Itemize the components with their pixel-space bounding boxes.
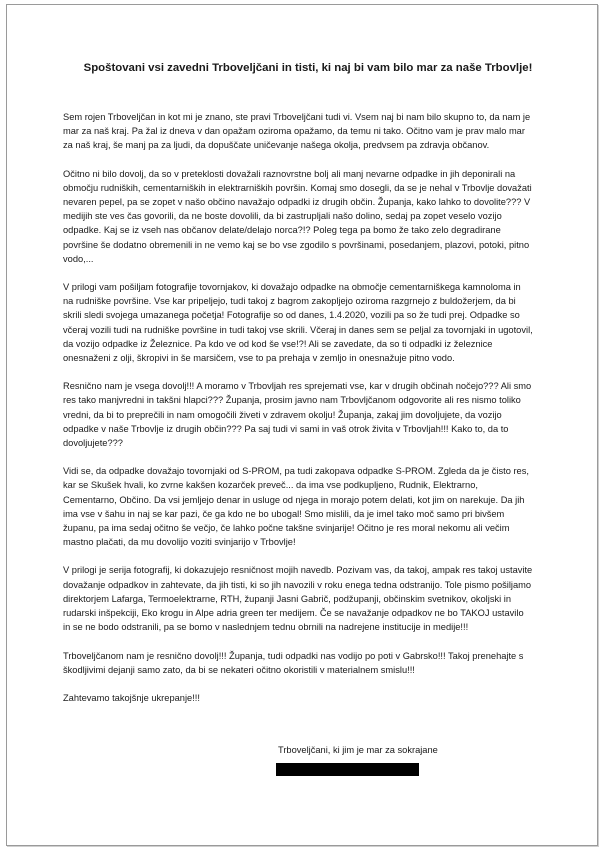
redaction-bar xyxy=(276,763,419,776)
signature-line: Trboveljčani, ki jim je mar za sokrajane xyxy=(278,745,438,755)
paragraph-8: Zahtevamo takojšnje ukrepanje!!! xyxy=(63,692,200,703)
paragraph-3: V prilogi vam pošiljam fotografije tovornjakov, ki dovažajo odpadke na območje cementarniškega kamnoloma in na rudniške površine. Vse kar pripeljejo, tudi takoj z bagrom zakopljejo oziroma razgrnejo z buldožerjem, da bi skrili sledi svojega umazanega početja! Fotografije so od danes, 1.4.2020, vozili pa so že tudi prej. Odpadke so včeraj vozili tudi na rudniške površine in tudi takoj vse skrili. Včeraj in danes sem se peljal za tovornjaki in ugotovil, da vozijo odpadke iz Železnice. Pa kdo ve od kod še vse!?! Ali se zavedate, da so ti odpadki iz železnice onesnaženi z olji, škropivi in še marsičem, vse to pa prehaja v zemljo in onesnažuje pitno vodo. xyxy=(63,282,533,364)
paragraph-7: Trboveljčanom nam je resnično dovolj!!! Županja, tudi odpadki nas vodijo po poti v Gabrsko!!! Takoj prenehajte s škodljivimi dejanji samo zato, da bi se nekateri očitno okoristili v materialnem smislu!!! xyxy=(63,650,524,675)
paragraph-2: Očitno ni bilo dovolj, da so v preteklosti dovažali raznovrstne bolj ali manj nevarne odpadke in jih deponirali na območju rudniških, cementarniških in elektrarniških površin. Komaj smo dosegli, da se je nehal v Trbovlje dovažati nevaren pepel, pa se zopet v našo občino navažajo odpadki iz drugih občin. Županja, kako lahko to dovolite??? V medijih ste ves čas govorili, da ne boste dovolili, da bi zastrupljali našo dolino, sedaj pa zopet veselo vozijo odpadke. Kaj se iz vseh nas občanov delate/delajo norca?!? Poleg tega pa bomo že tako zelo degradirane površine še dodatno obremenili in ne vemo kaj se bo vse zgodilo s površinami, posedanjem, plazovi, potoki, pitno vodo,... xyxy=(63,168,532,264)
letter-body xyxy=(63,110,533,719)
paragraph-6: V prilogi je serija fotografij, ki dokazujejo resničnost mojih navedb. Pozivam vas, da takoj, ampak res takoj ustavite dovažanje odpadkov in zahtevate, da jih tisti, ki so jih navozili v roku enega tedna odstranijo. Tole pismo pošiljamo direktorjem Lafarga, Termoelektrarne, RTH, županji Jasni Gabrič, podžupanji, občinskim svetnikov, okoljski in rudarski inšpekciji, Eko krogu in Alpe adria green ter medijem. Če se navažanje odpadkov ne bo TAKOJ ustavilo in se ne bodo odstranili, pa se bomo v naslednjem tednu obrnili na nadrejene institucije in medije!!! xyxy=(63,565,533,633)
paragraph-5: Vidi se, da odpadke dovažajo tovornjaki od S-PROM, pa tudi zakopava odpadke S-PROM. Zgleda da je čisto res, kar se Skušek hvali, ko zvrne kakšen kozarček preveč... da ima vse podkupljeno, Rudnik, Elektrarno, Cementarno, Občino. Da vsi jemljejo denar in usluge od njega in morajo potem delati, kot jim on narekuje. Da jih ima vse v šahu in naj se kar pazi, če ga kdo ne bo ubogal! Smo mislili, da je imel tako moč samo pri bivšem županu, pa ima sedaj očitno še večjo, če lahko počne takšne svinjarije! Očitno je res moral nekomu ali večim mastno plačati, da mu dovolijo voziti svinjarijo v Trbovlje! xyxy=(63,466,529,548)
letter-title: Spoštovani vsi zavedni Trboveljčani in tisti, ki naj bi vam bilo mar za naše Trbovlje! xyxy=(83,62,533,74)
paragraph-1: Sem rojen Trboveljčan in kot mi je znano, ste pravi Trboveljčani tudi vi. Vsem naj bi nam bilo skupno to, da nam je mar za naš kraj. Pa žal iz dneva v dan opažam oziroma opažamo, da temu ni tako. Očitno vam je prav malo mar za naš kraj, še manj pa za ljudi, da dopuščate uničevanje našega okolja, predvsem pa zdravja občanov. xyxy=(63,112,531,151)
paragraph-4: Resnično nam je vsega dovolj!!! A moramo v Trbovljah res sprejemati vse, kar v drugih občinah nočejo??? Ali smo res tako manjvredni in takšni hlapci??? Županja, prosim javno nam Trbovljčanom odgovorite ali res nismo toliko vredni, da bi to preprečili in nam omogočili živeti v zdravem okolju! Županja, zakaj jim dovoljujete, da vozijo odpadke v naše Trbovlje iz drugih občin??? Pa saj tudi vi sami in vaš otrok živita v Trbovljah!!! Kako to, da to dovoljujete??? xyxy=(63,381,532,449)
